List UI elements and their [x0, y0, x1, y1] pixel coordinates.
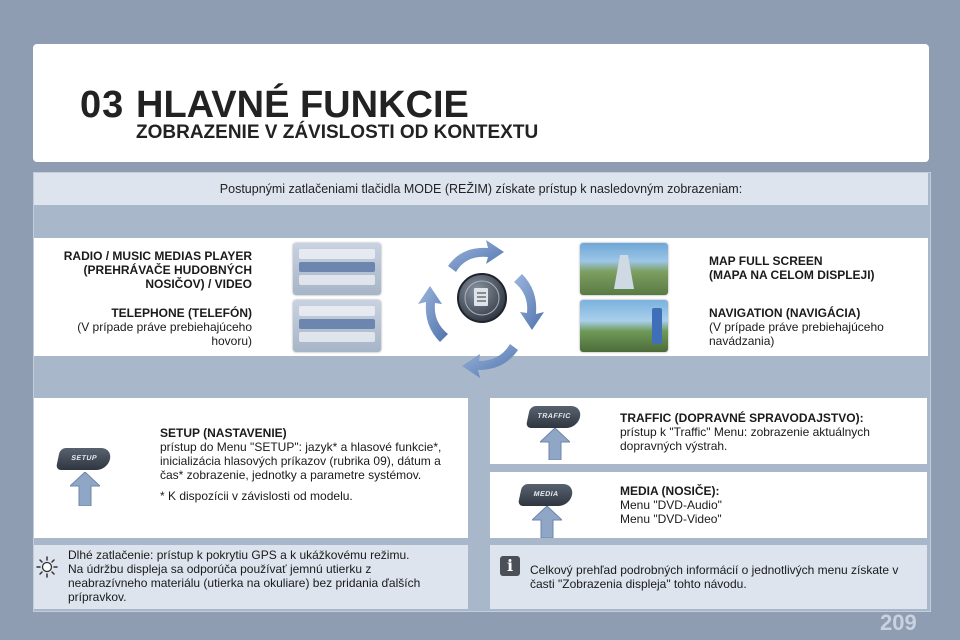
traffic-title: TRAFFIC (DOPRAVNÉ SPRAVODAJSTVO): [620, 411, 864, 425]
info-text [530, 563, 925, 591]
navigation-desc-line2: navádzania) [709, 334, 775, 348]
sun-tip-icon [36, 556, 58, 578]
setup-title: SETUP (NASTAVENIE) [160, 426, 287, 440]
traffic-line1: prístup k "Traffic" Menu: zobrazenie aktuálnych [620, 425, 870, 439]
media-key-label: MEDIA [532, 491, 560, 498]
cycle-arrow-right-icon [514, 274, 544, 330]
cycle-arrow-top-icon [448, 240, 504, 272]
traffic-line2: dopravných výstrah. [620, 439, 728, 453]
radio-title-line1: RADIO / MUSIC MEDIAS PLAYER [63, 249, 252, 263]
info-line1: Celkový prehľad podrobných informácií o jednotlivých menu získate v [530, 563, 899, 577]
page-number: 209 [880, 610, 917, 635]
traffic-key-label: TRAFFIC [536, 413, 572, 420]
media-line1: Menu "DVD-Audio" [620, 498, 722, 512]
cycle-arrow-left-icon [418, 286, 448, 342]
tip-line2: Na údržbu displeja sa odporúča používať jemnú utierku z [68, 562, 372, 576]
map-mode-label [709, 254, 924, 282]
radio-screen-thumbnail [293, 243, 381, 295]
traffic-description [620, 411, 920, 453]
setup-line1: prístup do Menu "SETUP": jazyk* a hlasové funkcie*, [160, 440, 442, 454]
setup-key-label: SETUP [70, 455, 98, 462]
page-subtitle: ZOBRAZENIE V ZÁVISLOSTI OD KONTEXTU [136, 122, 539, 143]
tip-line4: prípravkov. [68, 590, 127, 604]
navigation-screen-thumbnail [580, 300, 668, 352]
navigation-desc-line1: (V prípade práve prebiehajúceho [709, 320, 884, 334]
media-description [620, 484, 920, 526]
radio-mode-label [40, 249, 252, 291]
radio-title-line2: (PREHRÁVAČE HUDOBNÝCH [83, 263, 252, 277]
map-title-line1: MAP FULL SCREEN [709, 254, 823, 268]
telephone-screen-thumbnail [293, 300, 381, 352]
telephone-desc-line1: (V prípade práve prebiehajúceho [77, 320, 252, 334]
map-title-line2: (MAPA NA CELOM DISPLEJI) [709, 268, 875, 282]
media-line2: Menu "DVD-Video" [620, 512, 722, 526]
navigation-mode-label [709, 306, 924, 348]
cycle-arrow-bottom-icon [462, 344, 518, 378]
telephone-desc-line2: hovoru) [211, 334, 252, 348]
setup-description [160, 426, 465, 503]
media-title: MEDIA (NOSIČE): [620, 484, 720, 498]
info-line2: časti "Zobrazenia displeja" tohto návodu. [530, 577, 747, 591]
setup-key-button[interactable] [56, 448, 113, 470]
navigation-title: NAVIGATION (NAVIGÁCIA) [709, 306, 861, 320]
map-screen-thumbnail [580, 243, 668, 295]
tip-text [68, 548, 466, 604]
press-up-arrow-icon [532, 506, 562, 538]
mode-cycle-diagram [400, 232, 570, 382]
page-title: HLAVNÉ FUNKCIE [136, 84, 469, 126]
press-up-arrow-icon [70, 472, 100, 506]
press-up-arrow-icon [540, 428, 570, 460]
telephone-mode-label [40, 306, 252, 348]
intro-text: Postupnými zatlačeniami tlačidla MODE (REŽIM) získate prístup k nasledovným zobrazeniam: [219, 182, 743, 196]
info-icon: i [500, 556, 520, 576]
tip-line1: Dlhé zatlačenie: prístup k pokrytiu GPS a k ukážkovému režimu. [68, 548, 410, 562]
radio-title-line3: NOSIČOV) / VIDEO [145, 277, 252, 291]
tip-line3: neabrazívneho materiálu (utierka na okuliare) bez pridania ďalších [68, 576, 421, 590]
chapter-number: 03 [80, 84, 125, 126]
setup-line2: inicializácia hlasových príkazov (rubrika 09), dátum a [160, 454, 441, 468]
media-key-button[interactable] [518, 484, 575, 506]
traffic-key-button[interactable] [526, 406, 583, 428]
telephone-title: TELEPHONE (TELEFÓN) [111, 306, 252, 320]
setup-footnote: * K dispozícii v závislosti od modelu. [160, 489, 353, 503]
setup-line3: čas* zobrazenie, jednotky a parametre systémov. [160, 468, 422, 482]
